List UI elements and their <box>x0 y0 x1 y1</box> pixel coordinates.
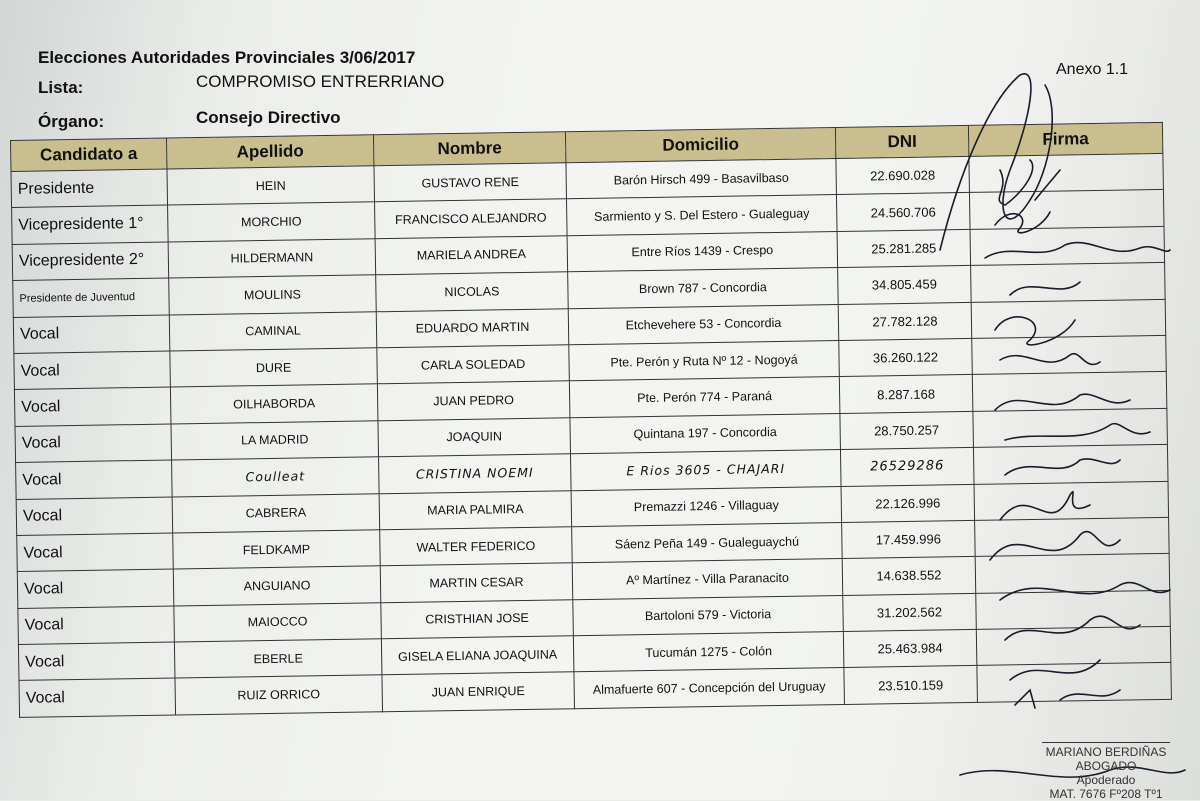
cell-candidato: Vicepresidente 1° <box>12 205 169 244</box>
cell-nombre: EDUARDO MARTIN <box>376 308 569 347</box>
cell-apellido: MAIOCCO <box>174 602 382 642</box>
cell-apellido: MOULINS <box>169 275 377 315</box>
cell-apellido: CAMINAL <box>169 311 377 351</box>
stamp-matricula: MAT. 7676 Fº208 Tº1 <box>1049 787 1163 801</box>
cell-firma <box>974 481 1169 520</box>
cell-candidato: Vocal <box>19 678 176 717</box>
cell-nombre: JUAN ENRIQUE <box>382 672 575 712</box>
cell-nombre: CRISTINA NOEMI <box>379 454 572 493</box>
cell-firma <box>977 663 1172 703</box>
lawyer-stamp <box>1036 742 1176 801</box>
cell-firma <box>973 408 1168 447</box>
cell-candidato: Vocal <box>14 351 171 390</box>
cell-domicilio: Brown 787 - Concordia <box>568 268 839 309</box>
cell-domicilio: Premazzi 1246 - Villaguay <box>571 486 842 527</box>
stamp-rule <box>1042 742 1170 743</box>
cell-dni: 14.638.552 <box>842 557 976 595</box>
cell-dni: 25.281.285 <box>837 229 971 267</box>
cell-candidato: Vocal <box>18 606 175 645</box>
cell-domicilio: Etchevehere 53 - Concordia <box>568 304 839 345</box>
cell-apellido: FELDKAMP <box>173 530 381 570</box>
cell-nombre: GISELA ELIANA JOAQUINA <box>381 636 574 675</box>
cell-firma <box>971 299 1166 338</box>
lista-label: Lista: <box>38 78 84 97</box>
cell-nombre: MARIELA ANDREA <box>375 236 568 275</box>
document-title: Elecciones Autoridades Provinciales 3/06/2017 <box>38 48 416 67</box>
cell-nombre: FRANCISCO ALEJANDRO <box>375 199 568 238</box>
cell-nombre: JUAN PEDRO <box>377 381 570 420</box>
cell-apellido: RUIZ ORRICO <box>175 675 383 715</box>
anexo-label: Anexo 1.1 <box>1056 61 1129 78</box>
lista-value: COMPROMISO ENTRERRIANO <box>196 72 445 91</box>
cell-firma <box>975 517 1170 556</box>
cell-nombre: MARIA PALMIRA <box>379 490 572 529</box>
cell-firma <box>976 626 1171 665</box>
col-header-domicilio: Domicilio <box>565 128 835 163</box>
cell-apellido: HILDERMANN <box>168 239 376 279</box>
cell-firma <box>976 590 1171 629</box>
cell-firma <box>973 444 1168 483</box>
cell-apellido: HEIN <box>167 166 375 206</box>
cell-dni: 31.202.562 <box>843 593 977 631</box>
cell-firma <box>972 335 1167 374</box>
cell-candidato: Presidente <box>11 169 168 208</box>
cell-apellido: DURE <box>170 348 378 388</box>
cell-nombre: MARTIN CESAR <box>380 563 573 602</box>
cell-firma <box>972 372 1167 411</box>
cell-candidato: Vocal <box>18 642 175 681</box>
cell-candidato: Vocal <box>17 569 174 608</box>
cell-dni: 36.260.122 <box>839 338 973 376</box>
cell-dni: 27.782.128 <box>838 302 972 340</box>
cell-domicilio: Bartoloni 579 - Victoria <box>573 595 844 636</box>
cell-candidato: Vocal <box>16 460 173 499</box>
cell-nombre: NICOLAS <box>376 272 569 311</box>
cell-nombre: WALTER FEDERICO <box>380 527 573 566</box>
cell-candidato: Presidente de Juventud <box>13 278 170 317</box>
cell-domicilio: Pte. Perón y Ruta Nº 12 - Nogoyá <box>569 340 840 381</box>
cell-dni: 26529286 <box>840 448 974 486</box>
cell-candidato: Vicepresidente 2° <box>12 242 169 281</box>
cell-dni: 22.126.996 <box>841 484 975 522</box>
cell-dni: 25.463.984 <box>843 629 977 667</box>
cell-apellido: LA MADRID <box>171 420 379 460</box>
cell-domicilio: Pte. Perón 774 - Paraná <box>569 377 840 418</box>
cell-firma <box>975 554 1170 593</box>
cell-dni: 17.459.996 <box>842 520 976 558</box>
cell-domicilio: Barón Hirsch 499 - Basavilbaso <box>566 159 837 200</box>
cell-nombre: JOAQUIN <box>378 417 571 456</box>
cell-dni: 28.750.257 <box>840 411 974 449</box>
cell-dni: 23.510.159 <box>844 666 978 705</box>
cell-nombre: CRISTHIAN JOSE <box>381 599 574 638</box>
cell-apellido: OILHABORDA <box>170 384 378 424</box>
cell-nombre: GUSTAVO RENE <box>374 163 567 202</box>
cell-dni: 34.805.459 <box>838 266 972 304</box>
cell-dni: 24.560.706 <box>836 193 970 231</box>
col-header-candidato: Candidato a <box>11 138 167 171</box>
organo-label: Órgano: <box>38 112 105 131</box>
cell-domicilio: E Rios 3605 - CHAJARI <box>570 450 841 491</box>
cell-dni: 8.287.168 <box>839 375 973 413</box>
cell-domicilio: Sáenz Peña 149 - Gualeguaychú <box>572 522 843 563</box>
col-header-apellido: Apellido <box>166 135 373 169</box>
candidates-table <box>10 122 1172 718</box>
cell-apellido: EBERLE <box>174 639 382 679</box>
col-header-firma: Firma <box>968 122 1162 156</box>
cell-apellido: MORCHIO <box>168 202 376 242</box>
cell-candidato: Vocal <box>13 315 170 354</box>
cell-domicilio: Quintana 197 - Concordia <box>570 413 841 454</box>
cell-domicilio: Almafuerte 607 - Concepción del Uruguay <box>574 668 845 709</box>
stamp-name: MARIANO BERDIÑAS <box>1045 745 1167 759</box>
cell-domicilio: Tucumán 1275 - Colón <box>573 632 844 673</box>
stamp-role-abogado: ABOGADO <box>1075 759 1137 773</box>
cell-candidato: Vocal <box>15 424 172 463</box>
cell-domicilio: Aº Martínez - Villa Paranacito <box>572 559 843 600</box>
cell-dni: 22.690.028 <box>836 156 970 194</box>
cell-nombre: CARLA SOLEDAD <box>377 345 570 384</box>
cell-firma <box>970 226 1165 265</box>
cell-firma <box>969 153 1164 192</box>
cell-domicilio: Entre Ríos 1439 - Crespo <box>567 231 838 272</box>
cell-domicilio: Sarmiento y S. Del Estero - Gualeguay <box>566 195 837 236</box>
cell-apellido: ANGUIANO <box>173 566 381 606</box>
stamp-role-apoderado: Apoderado <box>1076 773 1136 787</box>
cell-apellido: CABRERA <box>172 493 380 533</box>
col-header-nombre: Nombre <box>373 132 565 166</box>
cell-candidato: Vocal <box>16 497 173 536</box>
col-header-dni: DNI <box>835 125 968 158</box>
organo-value: Consejo Directivo <box>196 108 341 127</box>
cell-candidato: Vocal <box>17 533 174 572</box>
cell-firma <box>969 190 1164 229</box>
cell-apellido: Coulleat <box>172 457 380 497</box>
cell-firma <box>971 263 1166 302</box>
cell-candidato: Vocal <box>14 387 171 426</box>
